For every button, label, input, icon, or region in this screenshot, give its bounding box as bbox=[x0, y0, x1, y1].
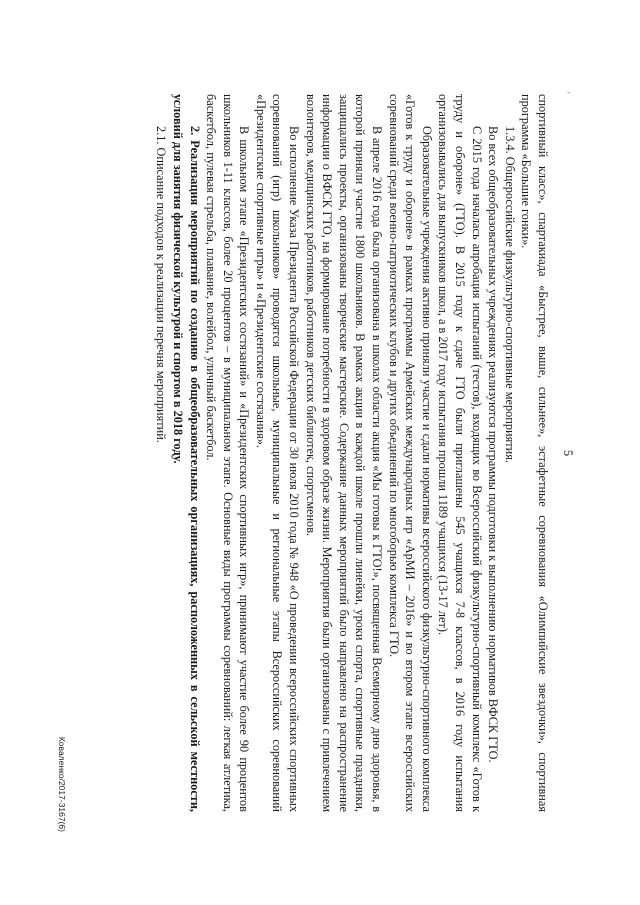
paragraph: С 2015 года началась апробация испытаний (тестов), входящих во Всероссийский физкультурно-спортивный комплекс «Готов к труду и обороне» (ГТО). В 2015 году к сдаче ГТО были приглашены 545 учащихся 7-8 классов, в 2016 году испытания организовывались для выпускников школ, а в 2017 году испытания прошли 1189 учащихся (13-17 лет). bbox=[436, 93, 484, 812]
paragraph: Во исполнение Указа Президента Российской Федерации от 30 июля 2010 года № 948 «О проведении всероссийских спортивных соревнований (игр) школьников» проводятся школьные, муниципальные и региональные этапы Всероссийских соревнований «Президентские спортивные игры» и «Президентские состязания». bbox=[253, 93, 302, 812]
page-number: 5 bbox=[561, 449, 575, 456]
footer-code: Коваленко/2017-3167(6) bbox=[57, 736, 67, 832]
rotated-text-block bbox=[55, 68, 585, 838]
paragraph: Образовательные учреждения активно приняли участие и сдали нормативы всероссийского физкультурно-спортивного комплекса «Готов к труду и обороне» в рамках программы Армейских международных игр «АрМИ – 2016» и во втором этапе всероссийских соревнований среди военно-патриотических клубов и других объединений по многоборью комплекса ГТО. bbox=[386, 93, 434, 812]
paragraph: В апреле 2016 года была организована в школах области акция «Мы готовы к ГТО!», посвященная Всемирному дню здоровья, в которой приняли участие 1800 школьников. В рамках акции в каждой школе прошли линейки, уроки спорта, спортивные праздники, защищались проекты, организованы творческие мастерские. Содержание данных мероприятий было направлено на распространение информации о ВФСК ГТО, на формирование потребности в здоровом образе жизни. Мероприятия были организованы с привлечением волонтеров, медицинских работников, работников детских библиотек, спортсменов. bbox=[303, 93, 385, 812]
paragraph: В школьном этапе «Президентских состязаний» и «Президентских спортивных игр», принимают участие более 90 процентов школьников 1-11 классов, более 20 процентов – в муниципальном этапе. Основные виды программы соревнований: легкая атлетика, баскетбол, пулевая стрельба, плавание, волейбол, уличный баскетбол. bbox=[204, 93, 252, 812]
paragraph: спортивный класс», спартакиада «Быстрее, выше, сильнее», эстафетные соревнования «Олимпийские звездочки», спортивная программа «Большие гонки». bbox=[519, 93, 550, 812]
paragraph: Во всех общеобразовательных учреждениях реализуются программы подготовки к выполнению нормативов ВФСК ГТО. bbox=[486, 125, 501, 763]
section-heading: 2. Реализация мероприятий по созданию в общеобразовательных организациях, расположенных в сельской местности, условий для занятия физической культурой и спортом в 2018 году. bbox=[170, 93, 202, 812]
paragraph: 1.3.4. Общероссийские физкультурно-спортивные мероприятия. bbox=[502, 125, 517, 463]
corner-mark: ' bbox=[561, 91, 571, 94]
paragraph: 2.1. Описание подходов к реализации перечня мероприятий. bbox=[154, 125, 169, 443]
document-body bbox=[153, 94, 551, 812]
